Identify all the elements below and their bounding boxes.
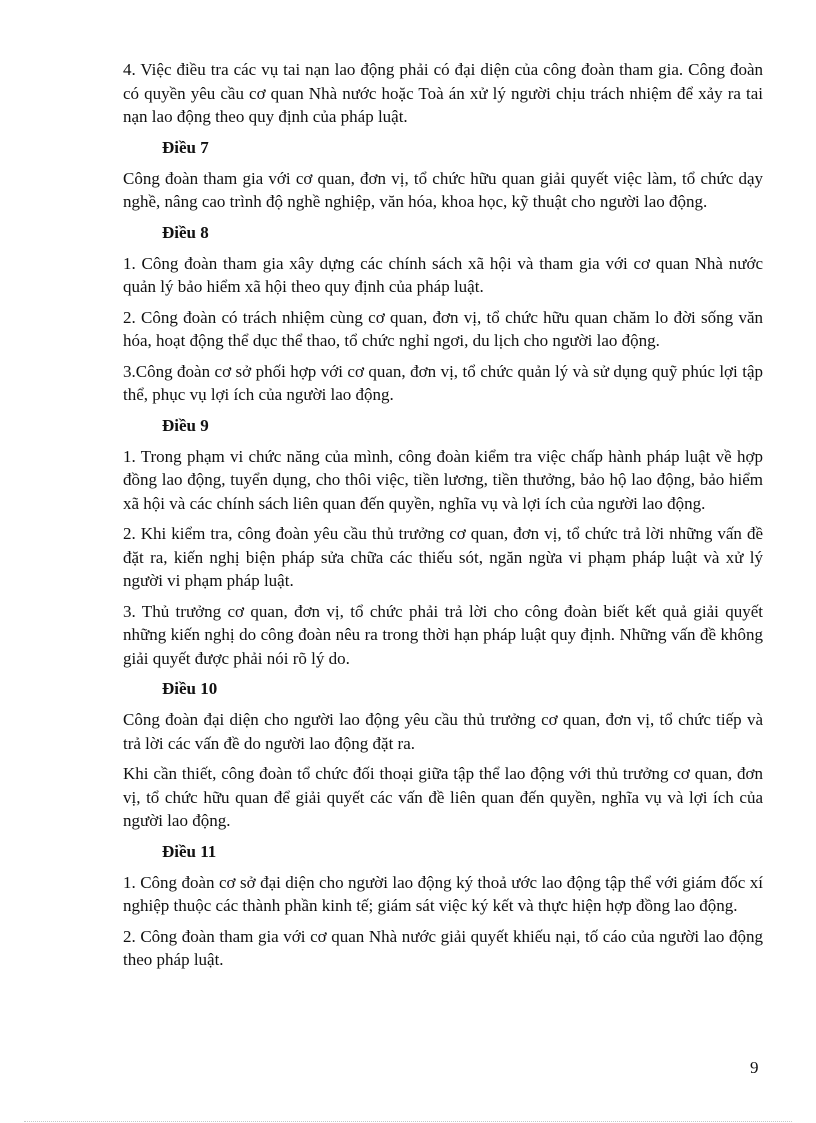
paragraph-article10-part2: Khi cần thiết, công đoàn tổ chức đối thoại giữa tập thể lao động với thủ trưởng cơ quan, đơn vị, tổ chức hữu quan để giải quyết các vấn đề liên quan đến quyền, nghĩa vụ và lợi ích của người lao động. <box>123 764 763 830</box>
page-content <box>123 58 763 979</box>
paragraph-article9-clause2: 2. Khi kiểm tra, công đoàn yêu cầu thủ trưởng cơ quan, đơn vị, tổ chức trả lời những vấn đề đặt ra, kiến nghị biện pháp sửa chữa các thiếu sót, ngăn ngừa vi phạm pháp luật và xử lý người vi phạm pháp luật. <box>123 524 763 590</box>
paragraph-article11-clause1: 1. Công đoàn cơ sở đại diện cho người lao động ký thoả ước lao động tập thể với giám đốc xí nghiệp thuộc các thành phần kinh tế; giám sát việc ký kết và thực hiện hợp đồng lao động. <box>123 872 763 915</box>
paragraph-article8-clause1: 1. Công đoàn tham gia xây dựng các chính sách xã hội và tham gia với cơ quan Nhà nước quản lý bảo hiểm xã hội theo quy định của pháp luật. <box>123 253 763 296</box>
article-heading-10: Điều 10 <box>162 679 218 698</box>
paragraph-article8-clause2: 2. Công đoàn có trách nhiệm cùng cơ quan, đơn vị, tổ chức hữu quan chăm lo đời sống văn hóa, hoạt động thể dục thể thao, tổ chức nghỉ ngơi, du lịch cho người lao động. <box>123 307 763 350</box>
article-heading-7: Điều 7 <box>162 137 209 157</box>
article-heading-11: Điều 11 <box>162 841 217 861</box>
article-heading-8: Điều 8 <box>162 222 209 242</box>
paragraph-article8-clause3: 3.Công đoàn cơ sở phối hợp với cơ quan, đơn vị, tổ chức quản lý và sử dụng quỹ phúc lợi tập thể, phục vụ lợi ích của người lao động. <box>123 361 763 404</box>
paragraph-article9-clause1: 1. Trong phạm vi chức năng của mình, công đoàn kiểm tra việc chấp hành pháp luật về hợp đồng lao động, tuyển dụng, cho thôi việc, tiền lương, tiền thưởng, bảo hộ lao động, bảo hiểm xã hội và các chính sách liên quan đến quyền, nghĩa vụ và lợi ích của người lao động. <box>123 446 763 513</box>
paragraph-article10-part1: Công đoàn đại diện cho người lao động yêu cầu thủ trưởng cơ quan, đơn vị, tổ chức tiếp và trả lời các vấn đề do người lao động đặt ra. <box>123 710 763 753</box>
paragraph-article6-clause4: 4. Việc điều tra các vụ tai nạn lao động phải có đại diện của công đoàn tham gia. Công đoàn có quyền yêu cầu cơ quan Nhà nước hoặc Toà án xử lý người chịu trách nhiệm để xảy ra tai nạn lao động theo quy định của pháp luật. <box>123 60 763 126</box>
page-bottom-divider <box>24 1121 792 1122</box>
article-heading-9: Điều 9 <box>162 415 209 435</box>
paragraph-article9-clause3: 3. Thủ trưởng cơ quan, đơn vị, tổ chức phải trả lời cho công đoàn biết kết quả giải quyết những kiến nghị do công đoàn nêu ra trong thời hạn pháp luật quy định. Những vấn đề không giải quyết được phải nói rõ lý do. <box>123 601 763 668</box>
paragraph-article7: Công đoàn tham gia với cơ quan, đơn vị, tổ chức hữu quan giải quyết việc làm, tổ chức dạy nghề, nâng cao trình độ nghề nghiệp, văn hóa, khoa học, kỹ thuật cho người lao động. <box>123 168 763 211</box>
page-number: 9 <box>750 1058 759 1077</box>
paragraph-article11-clause2: 2. Công đoàn tham gia với cơ quan Nhà nước giải quyết khiếu nại, tố cáo của người lao động theo pháp luật. <box>123 926 763 969</box>
